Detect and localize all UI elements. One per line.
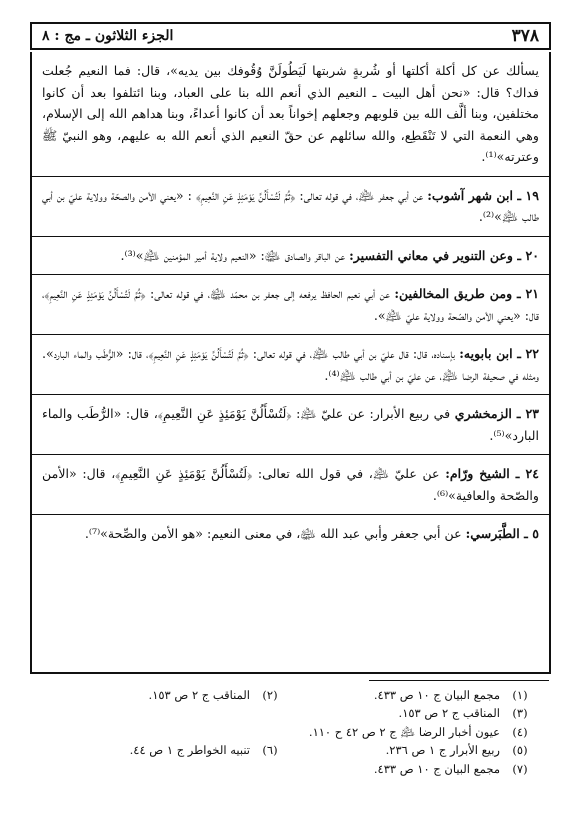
hadith-paragraph [32,395,549,455]
footnote [40,741,290,759]
hadith-paragraph [32,515,549,553]
paragraph-text: عن أبي نعيم الحافظ يرفعه إلى جعفر بن محمّد ﵉، في قوله تعالى: ﴿ثُمَّ لَتُسْأَلُنَّ يَوْمَئِذٍ عَنِ النَّعِيمِ﴾، قال: «يعني الأمن والصّحة وولاية عليّ ﵇». [42,286,539,323]
hadith-paragraph [32,237,549,276]
page-header [30,22,551,50]
footnote-divider [369,680,549,681]
footnote-number [250,760,290,778]
hadith-paragraph [32,455,549,515]
running-title: الجزء الثلاثون ـ مج : ٨ [42,28,174,44]
footnote [290,686,540,704]
narrator-lead: ٥ ـ الطَّبَرسي: [465,526,539,541]
footnote-number: (١) [512,688,528,702]
narrator-lead: ١٩ ـ ابن شهر آشوب: [427,187,539,203]
narrator-lead: ٢٠ ـ وعن التنوير في معاني التفسير: [349,247,539,263]
footnotes [40,686,540,778]
footnote-row [40,704,540,722]
paragraph-text: عن الباقر والصادق ﵉: «النعيم ولاية أمير المؤمنين ﵇»⁽³⁾. [120,247,350,263]
hadith-paragraph [32,177,549,237]
paragraph-text: عن أبي جعفر ﵇، في قوله تعالى: ﴿ثُمَّ لَتُسْأَلُنَّ يَوْمَئِذٍ عَنِ النَّعِيمِ﴾ : «يعني الأمن والصحّة وولاية عليّ بن أبي طالب ﵇»⁽²⁾. [42,187,539,224]
footnote-number [250,723,290,741]
paragraph-text: يسألك عن كل أكلة أكلتها أو شُربةٍ شربتها لَيَطُولَنَّ وُقُوفك بين يديه»، قال: فما النعيم جُعلت فداك؟ قال: «نحن أهل البيت ـ النعيم الذي أنعم الله بنا على العباد، وبنا ائتلفوا بعد أن كانوا مختلفين، وبنا ألَّف الله بين قلوبهم وجعلهم إخواناً بعد أن كانوا أعداءً، وبنا هداهم الله إلى الإسلام، وهي النعمة التي لا تَنْقَطِع، والله سائلهم عن حقّ النعيم الذي أنعم الله به عليهم، وهو النبيّ ﷺ وعترته»⁽¹⁾. [42,63,539,164]
footnote-number: (٧) [512,761,528,776]
paragraph-text: بإسناده، قال: قال عليّ بن أبي طالب ﵇، في قوله تعالى: ﴿ثُمَّ لَتُسْأَلُنَّ يَوْمَئِذٍ عَنِ النَّعِيمِ﴾، قال: «الرُّطَب والماء البارد». ومثله في صحيفة الرضا ﵇، عن عليّ بن أبي طالب ﵇⁽⁴⁾. [42,346,539,383]
footnote [40,723,290,741]
footnote-number: (٢) [262,688,278,702]
footnote-number [250,704,290,722]
footnote [290,704,540,722]
footnote-number: (٥) [512,743,528,758]
footnote-text: عيون أخبار الرضا ﵇ ج ٢ ص ٤٢ ح ١١٠. [308,724,500,739]
paragraph-text: عن أبي جعفر وأبي عبد الله ﵉، في معنى النعيم: «هو الأمن والصِّحة»⁽⁷⁾. [84,526,466,541]
hadith-paragraph [32,275,549,335]
footnote-text: مجمع البيان ج ١٠ ص ٤٣٣. [373,688,500,702]
footnote [290,741,540,759]
footnote [40,686,290,704]
footnote-number: (٤) [512,724,528,739]
paragraph-text: عن عليّ ﵇، في قول الله تعالى: ﴿لَتُسْأَلُنَّ يَوْمَئِذٍ عَنِ النَّعِيمِ﴾، قال: «الأمن والصّحة والعافية»⁽⁶⁾. [42,466,539,503]
footnote-row [40,686,540,704]
page-number: ٣٧٨ [511,26,539,46]
hadith-paragraph [32,335,549,395]
footnote [290,760,540,778]
footnote-row [40,760,540,778]
narrator-lead: ٢٣ ـ الزمخشري [454,406,539,421]
footnote-text: مجمع البيان ج ١٠ ص ٤٣٣. [373,761,500,776]
main-text-frame [30,52,551,674]
hadith-paragraph [32,52,549,177]
footnote-text: المناقب ج ٢ ص ١٥٣. [148,688,250,702]
footnote-text: المناقب ج ٢ ص ١٥٣. [398,706,500,721]
footnote-number: (٦) [262,743,278,758]
footnote-row [40,723,540,741]
footnote-row [40,741,540,759]
narrator-lead: ٢١ ـ ومن طريق المخالفين: [394,286,539,301]
footnote-text: تنبيه الخواطر ج ١ ص ٤٤. [129,743,250,758]
footnote-number: (٣) [512,706,528,721]
footnote [40,704,290,722]
footnote [290,723,540,741]
footnote-text: ربيع الأبرار ج ١ ص ٢٣٦. [385,743,500,758]
footnote [40,760,290,778]
narrator-lead: ٢٢ ـ ابن بابويه: [459,346,539,361]
paragraph-text: في ربيع الأبرار: عن عليّ ﵇: ﴿لَتُسْأَلُنَّ يَوْمَئِذٍ عَنِ النَّعِيمِ﴾، قال: «الرُّطَب والماء البارد»⁽⁵⁾. [42,406,539,443]
narrator-lead: ٢٤ ـ الشيخ ورّام: [445,466,539,481]
